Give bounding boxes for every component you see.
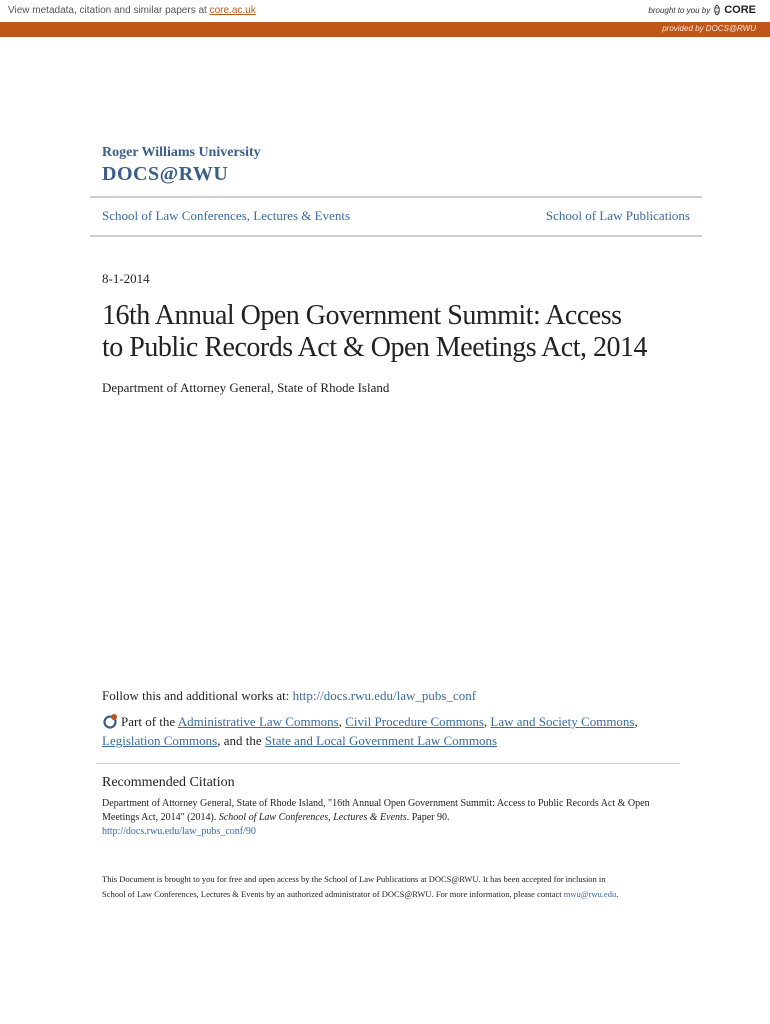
citation-url-link[interactable]: http://docs.rwu.edu/law_pubs_conf/90 <box>102 826 256 837</box>
core-logo[interactable]: CORE <box>724 4 756 16</box>
document-title <box>102 300 702 364</box>
commons-link-legislation[interactable]: Legislation Commons <box>102 733 218 748</box>
access-notice-line-1: This Document is brought to you for free and open access by the School of Law Publications at DOCS@RWU. It has been accepted for inclusion in <box>102 874 606 884</box>
access-notice-text: School of Law Conferences, Lectures & Events by an authorized administrator of DOCS@RWU. For more information, please contact <box>102 889 562 899</box>
header-divider-bottom <box>90 235 702 237</box>
brought-by-text: brought to you by <box>648 5 711 15</box>
access-notice-end: . <box>616 889 619 899</box>
publications-link[interactable]: School of Law Publications <box>545 208 690 223</box>
access-notice-line-2 <box>102 887 692 902</box>
commons-separator: , <box>338 714 342 729</box>
access-notice <box>102 872 692 902</box>
commons-link-civil-procedure[interactable]: Civil Procedure Commons <box>345 714 484 729</box>
commons-separator: , <box>634 714 638 729</box>
citation-paper: . Paper 90. <box>406 812 450 823</box>
follow-line <box>102 688 476 704</box>
header-divider-top <box>90 196 702 198</box>
citation-text: Department of Attorney General, State of Rhode Island, "16th Annual Open Government Summit: Access to Public Records Act & Open Meetings Act, 2014" (2014). <box>102 798 650 823</box>
publication-date: 8-1-2014 <box>102 271 150 286</box>
institution-name[interactable]: Roger Williams University <box>102 145 261 160</box>
part-of-prefix: Part of the <box>121 714 176 729</box>
commons-and-the: , and the <box>217 733 262 748</box>
contact-email-link[interactable]: mwu@rwu.edu <box>563 889 617 899</box>
document-author: Department of Attorney General, State of Rhode Island <box>102 380 390 395</box>
citation-series: School of Law Conferences, Lectures & Events <box>218 812 407 823</box>
provided-by-bar <box>0 22 770 37</box>
follow-label: Follow this and additional works at: <box>102 688 290 703</box>
commons-link-administrative-law[interactable]: Administrative Law Commons <box>177 714 339 729</box>
core-logo-icon <box>713 4 721 16</box>
citation-body <box>102 797 682 839</box>
commons-link-law-and-society[interactable]: Law and Society Commons <box>490 714 635 729</box>
commons-link-state-local-government[interactable]: State and Local Government Law Commons <box>264 733 497 748</box>
title-line-1: 16th Annual Open Government Summit: Access <box>102 300 622 331</box>
core-metadata-text <box>8 5 256 16</box>
follow-url-link[interactable]: http://docs.rwu.edu/law_pubs_conf <box>292 688 477 703</box>
title-line-2: to Public Records Act & Open Meetings Act, 2014 <box>102 332 647 363</box>
citation-heading: Recommended Citation <box>102 775 235 790</box>
commons-separator: , <box>483 714 488 729</box>
core-brought-by <box>648 4 756 16</box>
core-metadata-label: View metadata, citation and similar papers at <box>8 5 207 16</box>
citation-divider <box>96 763 680 764</box>
repository-name[interactable]: DOCS@RWU <box>102 163 229 185</box>
core-banner <box>0 0 770 22</box>
part-of-commons <box>102 712 662 750</box>
bepress-network-icon <box>102 713 118 729</box>
collection-link[interactable]: School of Law Conferences, Lectures & Events <box>102 208 351 223</box>
core-link[interactable]: core.ac.uk <box>209 5 256 16</box>
provided-by-text: provided by DOCS@RWU <box>662 24 756 33</box>
